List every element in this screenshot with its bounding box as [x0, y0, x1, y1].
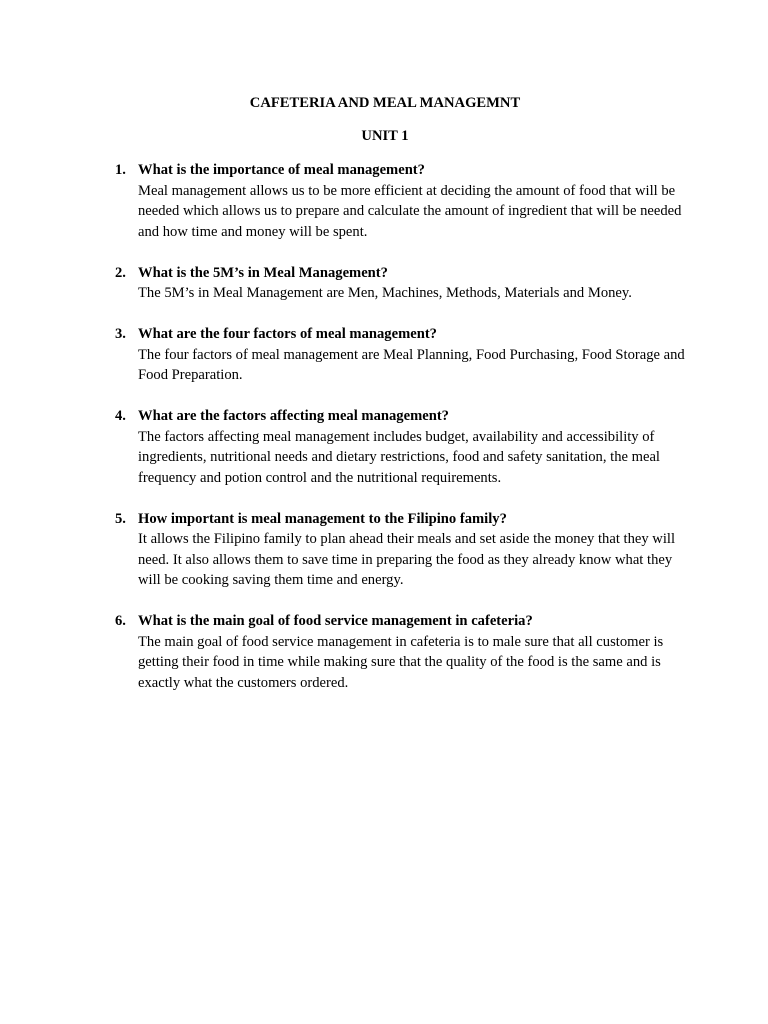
answer-text: It allows the Filipino family to plan ahead their meals and set aside the money that they will need. It also allows them to save time in preparing the food as they already know what they will be cooking saving them time and energy.: [138, 531, 676, 588]
question-text: What are the four factors of meal management?: [138, 326, 437, 342]
question-list: [0, 160, 768, 714]
question-text: What is the importance of meal management?: [138, 162, 425, 178]
unit-heading: UNIT 1: [361, 128, 409, 144]
document-title: CAFETERIA AND MEAL MANAGEMNT: [249, 95, 521, 111]
answer-text: The 5M’s in Meal Management are Men, Machines, Methods, Materials and Money.: [138, 285, 632, 301]
list-item: [0, 509, 768, 591]
answer-text: The factors affecting meal management includes budget, availability and accessibility of ingredients, nutritional needs and dietary restrictions, food and safety sanitation, the meal frequency and potion control and the nutritional requirements.: [138, 428, 660, 486]
list-item: [0, 406, 768, 488]
item-number: 4.: [115, 408, 126, 424]
question-text: How important is meal management to the Filipino family?: [138, 510, 507, 527]
list-item: [0, 160, 768, 242]
answer-text: The four factors of meal management are Meal Planning, Food Purchasing, Food Storage and Food Preparation.: [138, 346, 685, 383]
question-text: What are the factors affecting meal management?: [138, 408, 449, 424]
list-item: [0, 611, 768, 693]
list-item: [0, 263, 768, 304]
question-text: What is the 5M’s in Meal Management?: [138, 264, 388, 281]
item-number: 6.: [115, 613, 126, 629]
question-text: What is the main goal of food service management in cafeteria?: [138, 613, 533, 629]
answer-text: Meal management allows us to be more efficient at deciding the amount of food that will be needed which allows us to prepare and calculate the amount of ingredient that will be needed and how time and money will be spent.: [138, 182, 682, 240]
answer-text: The main goal of food service management in cafeteria is to male sure that all customer is getting their food in time while making sure that the quality of the food is the same and is exactly what the customers ordered.: [138, 633, 664, 691]
list-item: [0, 324, 768, 386]
item-number: 1.: [115, 162, 126, 178]
item-number: 5.: [115, 510, 126, 527]
item-number: 2.: [115, 264, 126, 281]
item-number: 3.: [115, 326, 126, 342]
